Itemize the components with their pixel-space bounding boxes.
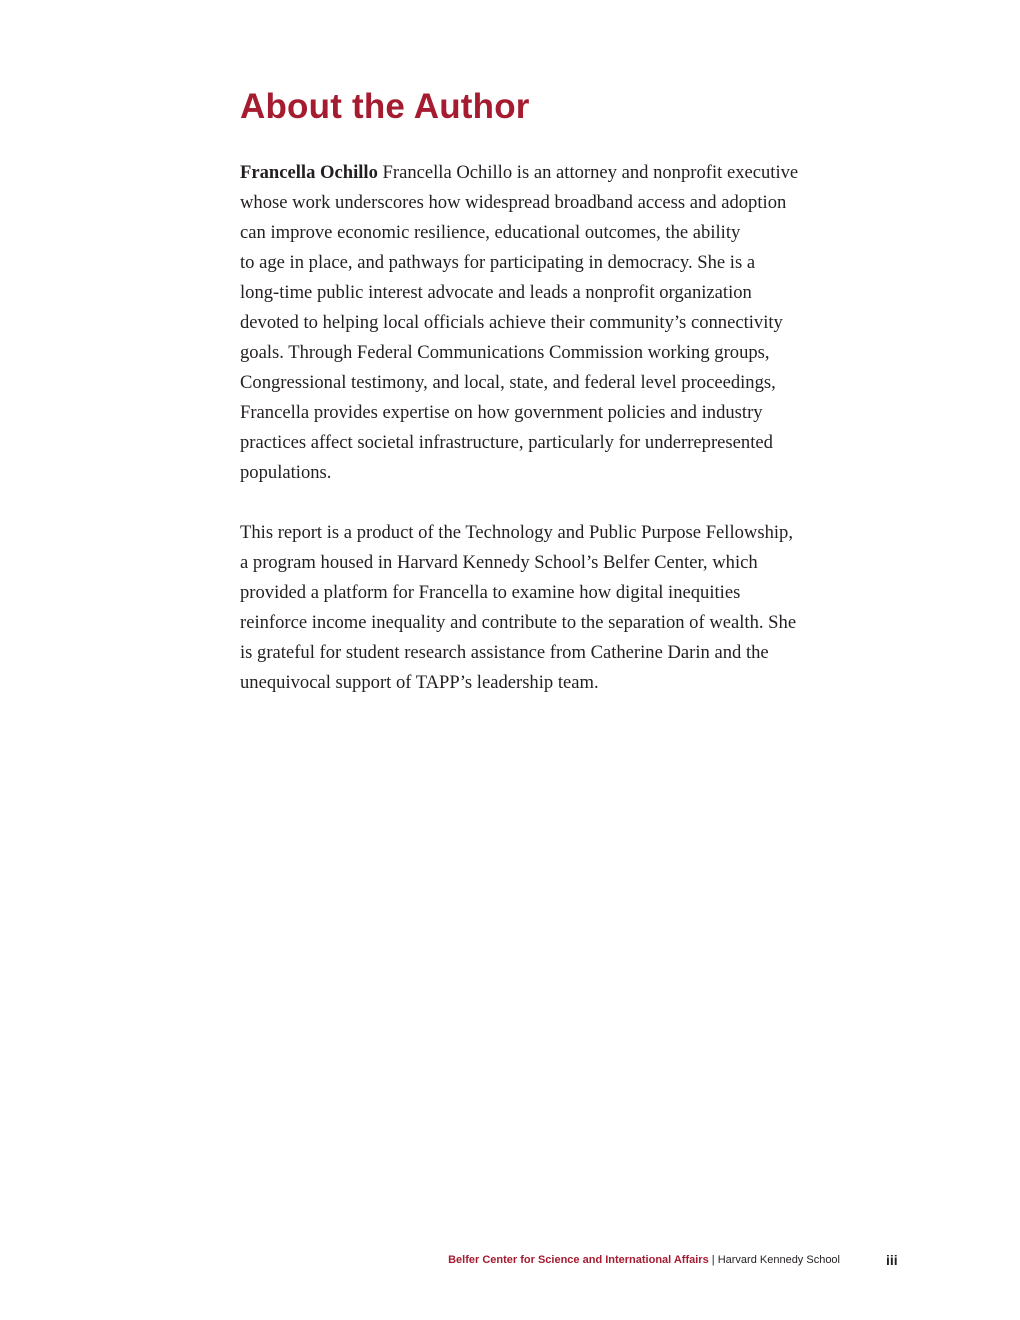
- bio-paragraph-1: [240, 158, 840, 488]
- bio-line: to age in place, and pathways for participating in democracy. She is a: [240, 252, 756, 273]
- footer-school: Harvard Kennedy School: [717, 1254, 840, 1266]
- footer-separator: |: [708, 1254, 718, 1266]
- bio-line: a program housed in Harvard Kennedy School’s Belfer Center, which: [240, 552, 758, 573]
- bio-line: reinforce income inequality and contribute to the separation of wealth. She: [240, 612, 797, 633]
- bio-line: can improve economic resilience, educational outcomes, the ability: [240, 222, 741, 243]
- bio-line: practices affect societal infrastructure, particularly for underrepresented: [240, 432, 773, 453]
- author-bio: [240, 158, 840, 728]
- bio-line: is grateful for student research assistance from Catherine Darin and the: [240, 642, 769, 663]
- bio-line: unequivocal support of TAPP’s leadership team.: [240, 672, 599, 693]
- page-number: iii: [886, 1252, 898, 1268]
- bio-line: populations.: [240, 462, 332, 483]
- bio-line: provided a platform for Francella to examine how digital inequities: [240, 582, 741, 603]
- bio-paragraph-2: [240, 518, 840, 698]
- page-title: About the Author: [240, 87, 530, 126]
- page-footer: [448, 1251, 840, 1269]
- bio-line: This report is a product of the Technology and Public Purpose Fellowship,: [240, 522, 793, 543]
- bio-line: goals. Through Federal Communications Commission working groups,: [240, 342, 770, 363]
- bio-line: Congressional testimony, and local, state, and federal level proceedings,: [240, 372, 776, 393]
- bio-line: Francella provides expertise on how government policies and industry: [240, 402, 763, 423]
- bio-line: whose work underscores how widespread broadband access and adoption: [240, 192, 787, 213]
- bio-line: devoted to helping local officials achieve their community’s connectivity: [240, 312, 783, 333]
- bio-line: [240, 158, 840, 188]
- author-name: Francella Ochillo: [240, 162, 378, 183]
- bio-line-text: Francella Ochillo is an attorney and nonprofit executive: [377, 162, 799, 183]
- bio-line: long-time public interest advocate and leads a nonprofit organization: [240, 282, 752, 303]
- footer-organization: Belfer Center for Science and International Affairs: [448, 1254, 709, 1266]
